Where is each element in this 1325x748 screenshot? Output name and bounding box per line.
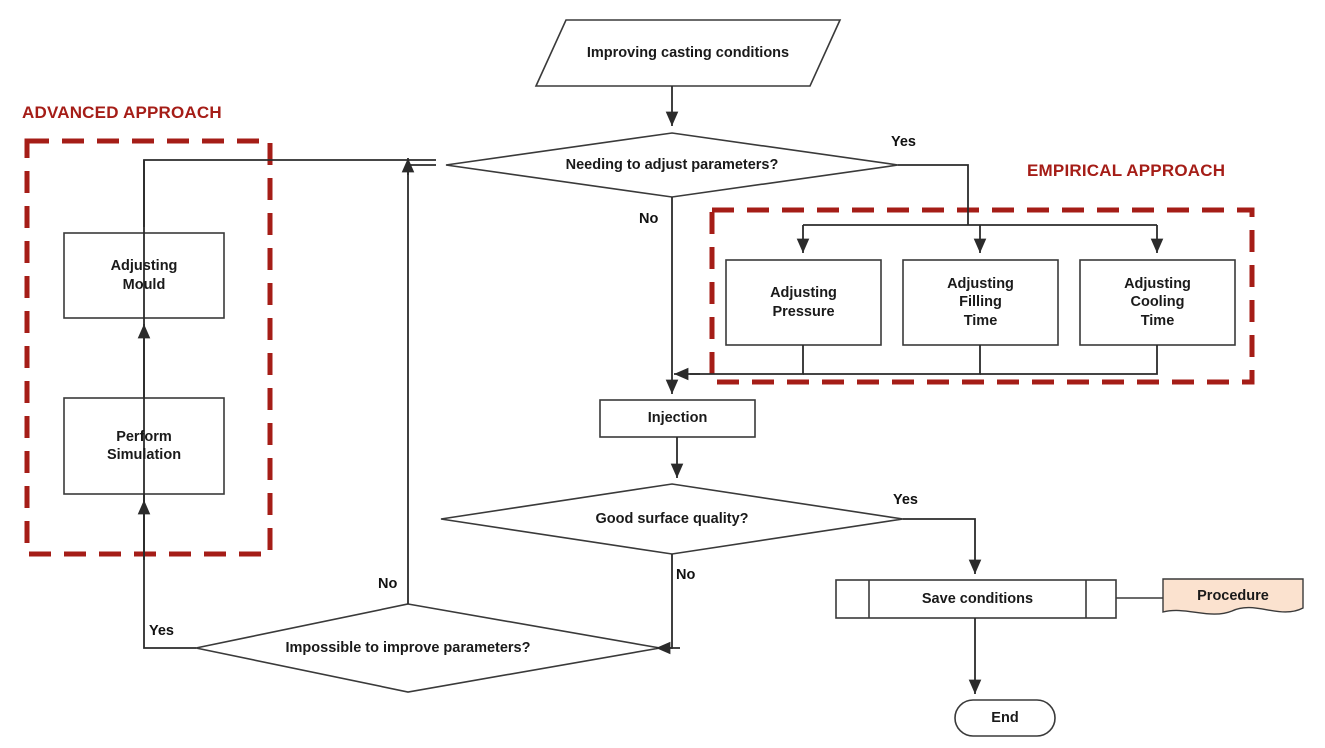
node-needing-adjust-shape bbox=[446, 133, 898, 197]
edge-label-impossible-yes: Yes bbox=[149, 623, 174, 639]
group-title-empirical-approach: EMPIRICAL APPROACH bbox=[1027, 161, 1226, 180]
node-label-impossible-improve[interactable]: Impossible to improve parameters? bbox=[285, 639, 531, 656]
group-title-advanced-approach: ADVANCED APPROACH bbox=[22, 103, 222, 122]
node-adjusting-pressure-shape bbox=[726, 260, 881, 345]
node-end-shape bbox=[955, 700, 1055, 736]
edge-label-impossible-no: No bbox=[378, 576, 398, 592]
node-save-conditions-shape bbox=[836, 580, 1116, 618]
node-label-injection[interactable]: Injection bbox=[647, 410, 708, 427]
node-label-adjusting-filling-time[interactable]: Adjusting Filling Time bbox=[947, 276, 1014, 329]
node-label-needing-adjust[interactable]: Needing to adjust parameters? bbox=[565, 156, 779, 173]
node-label-good-surface-quality[interactable]: Good surface quality? bbox=[595, 510, 749, 527]
node-adjusting-cooling-time-shape bbox=[1080, 260, 1235, 345]
edge-label-quality-yes: Yes bbox=[893, 492, 918, 508]
node-adjusting-filling-time-shape bbox=[903, 260, 1058, 345]
node-label-adjusting-cooling-time[interactable]: Adjusting Cooling Time bbox=[1124, 276, 1191, 329]
node-label-adjusting-mould[interactable]: Adjusting Mould bbox=[110, 258, 178, 293]
node-good-surface-quality-shape bbox=[441, 484, 903, 554]
node-start-shape bbox=[536, 20, 840, 86]
node-label-end[interactable]: End bbox=[991, 709, 1019, 726]
node-label-save-conditions[interactable]: Save conditions bbox=[921, 590, 1034, 607]
node-label-start[interactable]: Improving casting conditions bbox=[586, 44, 790, 61]
node-label-perform-simulation[interactable]: Perform Simulation bbox=[106, 428, 182, 463]
node-impossible-improve-shape bbox=[196, 604, 660, 692]
edge-label-needing-adjust-no: No bbox=[639, 211, 659, 227]
edge-label-needing-adjust-yes: Yes bbox=[891, 134, 916, 150]
node-label-adjusting-pressure[interactable]: Adjusting Pressure bbox=[770, 285, 837, 320]
node-procedure-shape bbox=[1163, 579, 1303, 614]
node-label-procedure[interactable]: Procedure bbox=[1197, 587, 1269, 604]
edge-label-quality-no: No bbox=[676, 567, 696, 583]
node-injection-shape bbox=[600, 400, 755, 437]
